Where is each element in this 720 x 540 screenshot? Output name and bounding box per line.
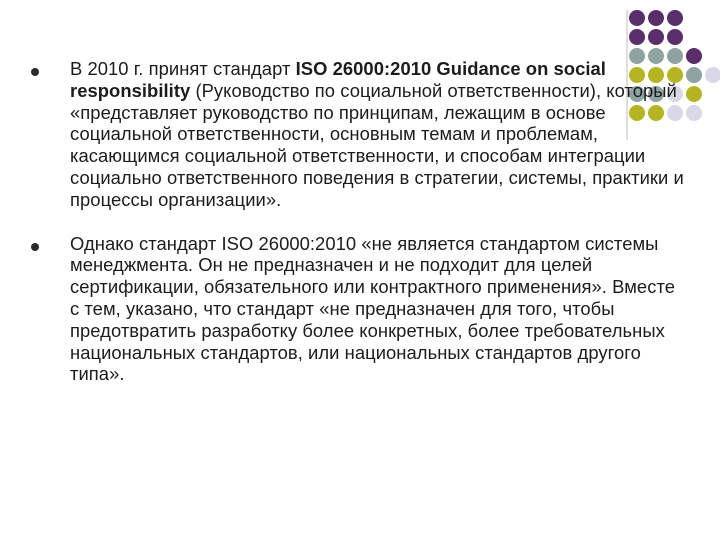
bullet-icon <box>31 68 39 76</box>
decorative-dot <box>705 67 720 83</box>
decorative-dot <box>667 29 683 45</box>
bullet-item-1 <box>28 58 688 211</box>
standard-title: ISO 26000:2010 Guidance on social responsibility <box>70 58 606 101</box>
decorative-dot <box>629 29 645 45</box>
decorative-dot <box>686 67 702 83</box>
decorative-dot <box>686 86 702 102</box>
bullet-icon <box>31 243 39 251</box>
decorative-dot <box>667 10 683 26</box>
bullet-item-2 <box>28 233 688 386</box>
bullet-text-1 <box>70 58 688 211</box>
decorative-dot <box>686 48 702 64</box>
decorative-dot <box>648 29 664 45</box>
decorative-dot <box>629 10 645 26</box>
bullet-text-2: Однако стандарт ISO 26000:2010 «не является стандартом системы менеджмента. Он не предназначен и не подходит для целей сертификации, обязательного или контрактного применения». Вместе с тем, указано, что стандарт «не предназначен для того, чтобы предотвратить разработку более конкретных, более требовательных национальных стандартов, или национальных стандартов другого типа». <box>70 232 675 385</box>
decorative-dot <box>648 10 664 26</box>
slide-content <box>28 58 688 385</box>
bullet-1-intro: В 2010 г. принят стандарт <box>70 58 296 79</box>
decorative-dot <box>686 105 702 121</box>
bullet-1-rest: (Руководство по социальной ответственности), который «представляет руководство по принципам, лежащим в основе социальной ответственности, основным темам и проблемам, касающимся социальной ответственности, и способам интеграции социально ответственного поведения в стратегии, системы, практики и процессы организации». <box>70 79 684 210</box>
